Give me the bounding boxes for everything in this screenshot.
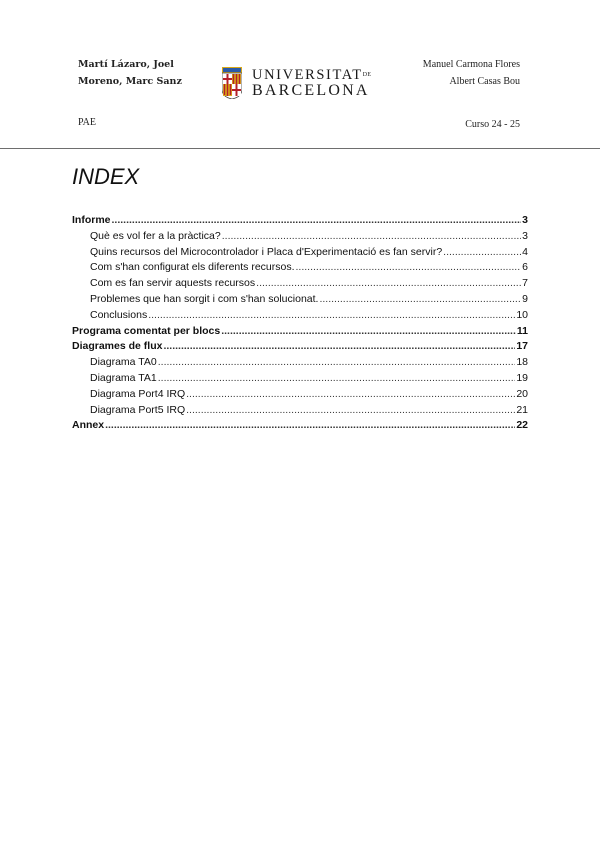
toc-entry[interactable] bbox=[72, 419, 528, 435]
toc-leader-dots bbox=[222, 230, 521, 242]
toc-entry[interactable] bbox=[72, 388, 528, 404]
toc-entry[interactable] bbox=[72, 340, 528, 356]
toc-entry-label: Diagrama TA0 bbox=[90, 356, 157, 369]
toc-entry[interactable] bbox=[72, 277, 528, 293]
university-name-line1: UNIVERSITAT bbox=[252, 66, 363, 83]
toc-leader-dots bbox=[112, 214, 522, 226]
toc-entry[interactable] bbox=[72, 309, 528, 325]
author-line-1: Martí Lázaro, Joel bbox=[78, 59, 174, 70]
author-line-2: Moreno, Marc Sanz bbox=[78, 76, 182, 87]
toc-entry-label: Quins recursos del Microcontrolador i Placa d'Experimentació es fan servir? bbox=[90, 245, 443, 258]
toc-entry[interactable] bbox=[72, 214, 528, 230]
authors-left bbox=[78, 56, 182, 90]
toc-entry-page: 10 bbox=[516, 308, 528, 321]
toc-leader-dots bbox=[221, 325, 516, 337]
toc-entry-label: Com s'han configurat els diferents recursos. bbox=[90, 261, 295, 274]
subject-label: PAE bbox=[78, 117, 96, 128]
toc-entry[interactable] bbox=[72, 356, 528, 372]
toc-leader-dots bbox=[443, 246, 521, 258]
toc-leader-dots bbox=[186, 388, 515, 400]
toc-entry-page: 19 bbox=[516, 371, 528, 384]
toc-leader-dots bbox=[148, 309, 515, 321]
course-label: Curso 24 - 25 bbox=[465, 119, 520, 130]
university-name-line2: BARCELONA bbox=[252, 81, 370, 99]
toc-leader-dots bbox=[296, 261, 522, 273]
toc-entry-page: 20 bbox=[516, 387, 528, 400]
table-of-contents bbox=[72, 214, 528, 435]
toc-entry-page: 18 bbox=[516, 356, 528, 369]
toc-entry-label: Conclusions bbox=[90, 308, 148, 321]
toc-entry-page: 7 bbox=[522, 277, 528, 290]
toc-entry-label: Informe bbox=[72, 214, 111, 226]
toc-entry[interactable] bbox=[72, 246, 528, 262]
toc-entry-page: 3 bbox=[522, 229, 528, 242]
toc-entry-label: Què es vol fer a la pràctica? bbox=[90, 229, 221, 242]
university-de: DE bbox=[362, 71, 372, 78]
page-title: INDEX bbox=[72, 164, 140, 189]
university-logo bbox=[222, 67, 371, 99]
toc-entry-label: Diagrama Port4 IRQ bbox=[90, 387, 186, 400]
toc-entry-page: 6 bbox=[522, 261, 528, 274]
toc-entry-page: 21 bbox=[516, 403, 528, 416]
toc-entry-label: Programa comentat per blocs bbox=[72, 324, 221, 337]
authors-right bbox=[423, 56, 520, 90]
toc-leader-dots bbox=[158, 356, 516, 368]
toc-entry-label: Diagrama Port5 IRQ bbox=[90, 403, 186, 416]
university-shield-icon bbox=[222, 67, 242, 99]
toc-entry-label: Diagrama TA1 bbox=[90, 371, 157, 384]
toc-entry-page: 17 bbox=[516, 340, 528, 353]
toc-leader-dots bbox=[256, 277, 521, 289]
toc-leader-dots bbox=[163, 340, 515, 352]
toc-entry-label: Problemes que han sorgit i com s'han solucionat. bbox=[90, 292, 319, 305]
toc-entry-page: 11 bbox=[516, 324, 528, 337]
toc-entry[interactable] bbox=[72, 230, 528, 246]
toc-entry-label: Annex bbox=[72, 419, 105, 432]
toc-leader-dots bbox=[186, 404, 515, 416]
toc-leader-dots bbox=[105, 419, 515, 431]
toc-leader-dots bbox=[319, 293, 521, 305]
author-line-4: Albert Casas Bou bbox=[449, 76, 520, 87]
toc-entry-page: 9 bbox=[522, 292, 528, 305]
toc-entry[interactable] bbox=[72, 293, 528, 309]
toc-entry[interactable] bbox=[72, 261, 528, 277]
toc-entry-label: Diagrames de flux bbox=[72, 340, 163, 353]
toc-leader-dots bbox=[158, 372, 516, 384]
university-wordmark bbox=[252, 68, 371, 99]
author-line-3: Manuel Carmona Flores bbox=[422, 59, 520, 70]
toc-entry[interactable] bbox=[72, 372, 528, 388]
toc-entry[interactable] bbox=[72, 404, 528, 420]
toc-entry-page: 4 bbox=[522, 245, 528, 258]
toc-entry-page: 3 bbox=[522, 214, 528, 226]
toc-entry-page: 22 bbox=[516, 419, 528, 432]
toc-entry[interactable] bbox=[72, 325, 528, 341]
toc-entry-label: Com es fan servir aquests recursos bbox=[90, 277, 256, 290]
header-divider bbox=[0, 148, 600, 149]
